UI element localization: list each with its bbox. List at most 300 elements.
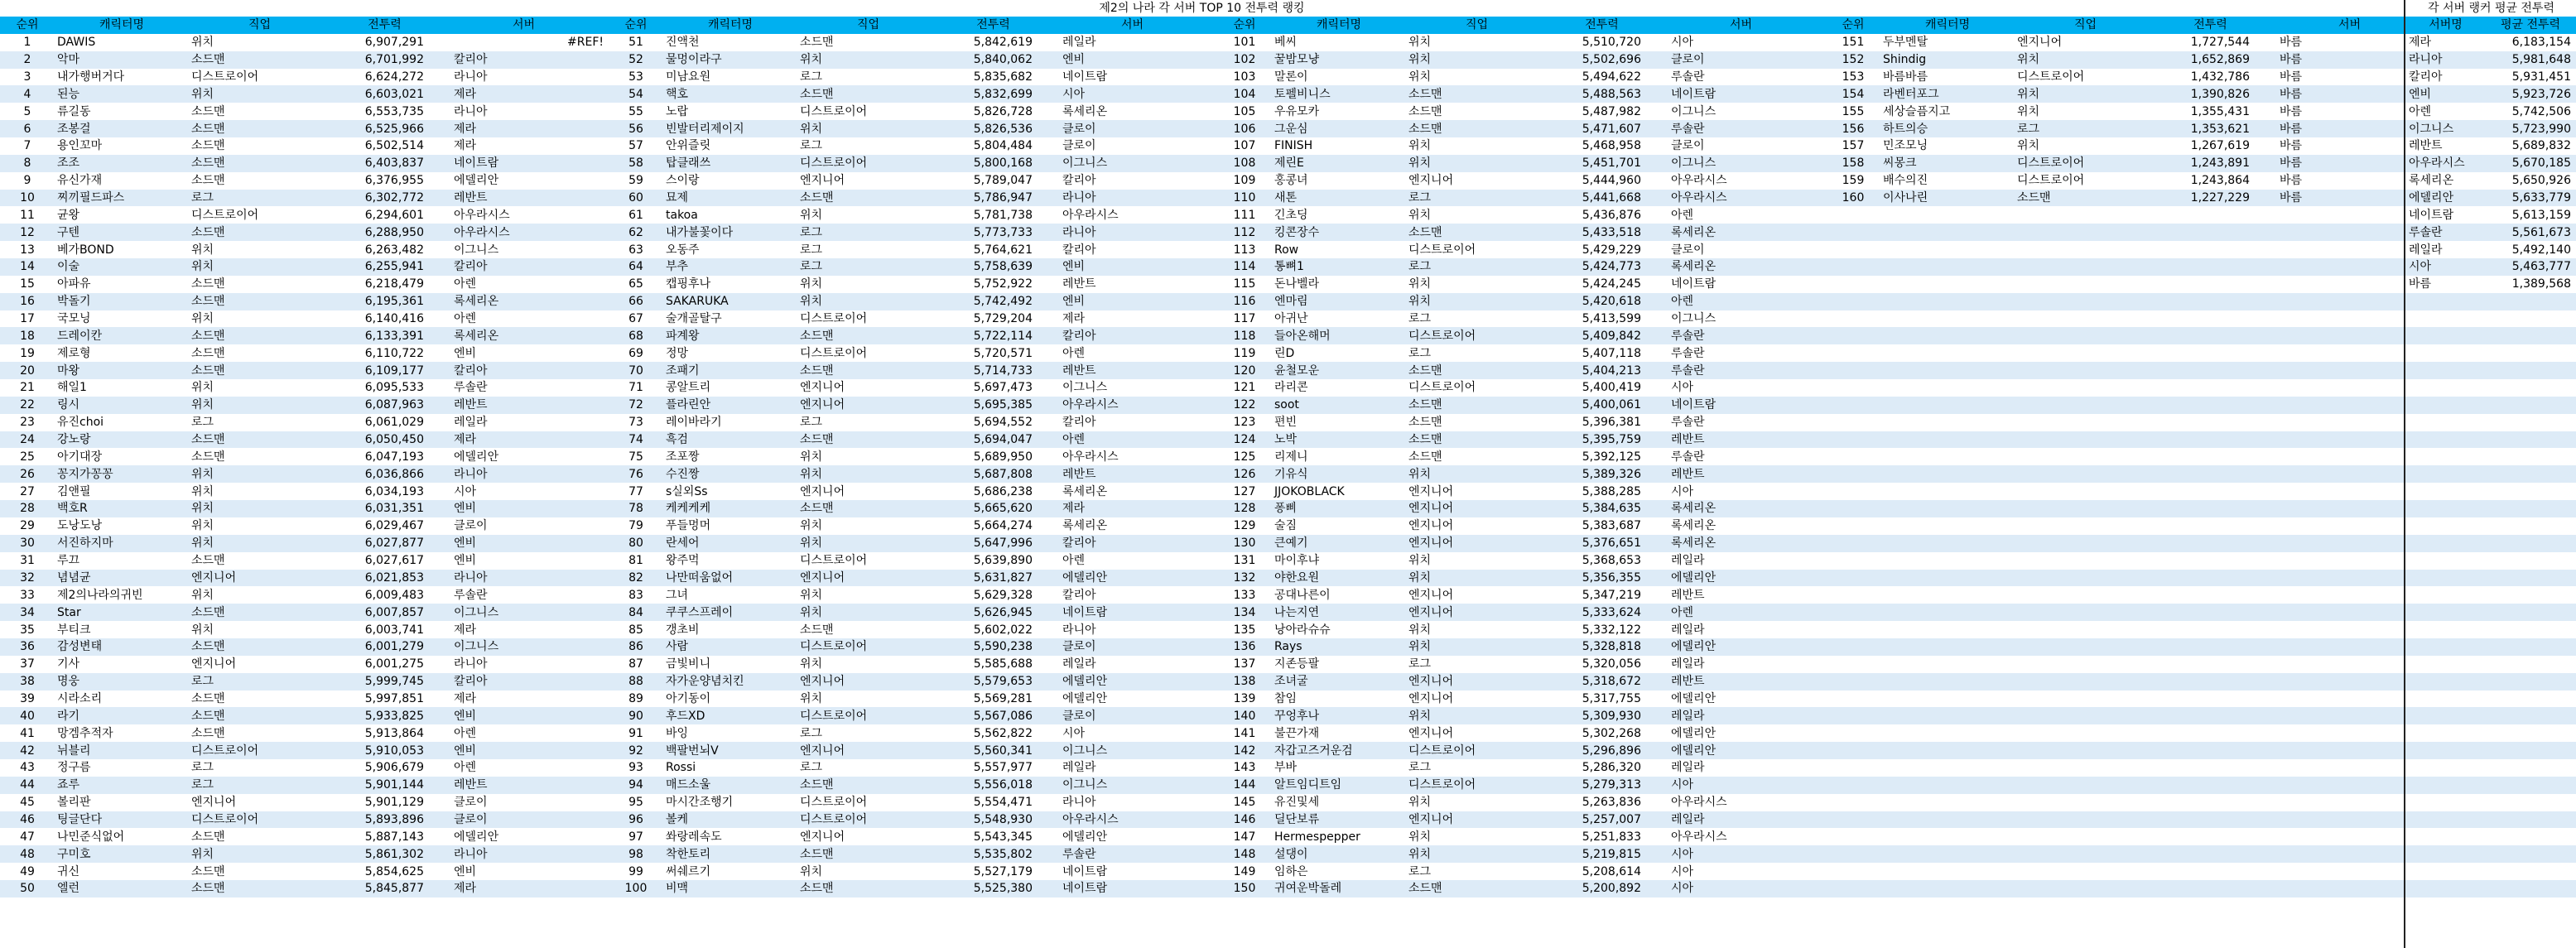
cell-power[interactable]: 5,548,930 <box>939 811 1047 829</box>
cell-rank[interactable]: 100 <box>609 880 663 897</box>
cell-job[interactable]: 소드맨 <box>189 293 330 310</box>
cell-server[interactable]: 이그니스 <box>1671 104 1717 118</box>
cell-rank[interactable]: 138 <box>1217 673 1272 691</box>
cell-server-name[interactable] <box>2406 691 2485 708</box>
cell-job[interactable] <box>2015 293 2156 310</box>
cell-job[interactable]: 소드맨 <box>1406 397 1548 414</box>
cell-rank[interactable]: 80 <box>609 535 663 552</box>
cell-power[interactable]: 5,694,047 <box>939 431 1047 449</box>
cell-server[interactable]: 레반트 <box>1062 277 1096 291</box>
cell-rank[interactable] <box>1826 465 1880 483</box>
cell-power[interactable] <box>2156 794 2265 811</box>
cell-name[interactable] <box>1880 828 2015 845</box>
cell-name[interactable]: 퐁삐 <box>1272 500 1406 517</box>
cell-power[interactable]: 6,027,617 <box>364 554 424 568</box>
cell-server[interactable]: 클로이 <box>1656 51 1826 69</box>
cell-server[interactable]: 라니아 <box>454 657 488 671</box>
cell-name[interactable]: 죠루 <box>55 777 189 794</box>
cell-server[interactable]: 클로이 <box>454 796 488 810</box>
cell-rank[interactable]: 48 <box>0 845 55 863</box>
cell-rank[interactable]: 139 <box>1233 691 1256 705</box>
cell-name[interactable] <box>1880 811 2015 829</box>
cell-power[interactable]: 5,585,688 <box>973 657 1033 671</box>
cell-power[interactable]: 1,267,619 <box>2190 139 2250 153</box>
cell-job[interactable]: 소드맨 <box>797 431 939 449</box>
cell-name[interactable] <box>1880 777 2015 794</box>
cell-power[interactable]: 6,376,955 <box>364 174 424 188</box>
cell-server[interactable]: 레일라 <box>1671 761 1705 775</box>
header-rank[interactable]: 순위 <box>609 17 663 34</box>
cell-server-name[interactable]: 이그니스 <box>2406 120 2485 137</box>
cell-rank[interactable]: 95 <box>628 796 643 810</box>
cell-job[interactable]: 로그 <box>1406 258 1548 276</box>
cell-server[interactable]: 엔비 <box>439 707 609 724</box>
cell-power[interactable]: 5,320,056 <box>1582 657 1641 671</box>
cell-power[interactable]: 6,050,450 <box>330 431 439 449</box>
cell-rank[interactable]: 145 <box>1233 796 1256 810</box>
cell-power[interactable]: 5,826,728 <box>973 104 1033 118</box>
cell-job[interactable]: 엔지니어 <box>1406 673 1548 691</box>
cell-job[interactable]: 디스트로이어 <box>1408 381 1476 395</box>
cell-power[interactable]: 5,845,877 <box>330 880 439 897</box>
cell-job[interactable]: 소드맨 <box>189 880 330 897</box>
cell-name[interactable]: 공대나른이 <box>1274 588 1331 602</box>
cell-name[interactable]: 핵호 <box>663 85 797 103</box>
cell-power[interactable]: 5,424,773 <box>1548 258 1656 276</box>
cell-server-name[interactable] <box>2406 535 2485 552</box>
cell-power[interactable]: 5,804,484 <box>973 139 1033 153</box>
cell-server[interactable]: 레반트 <box>439 397 609 414</box>
cell-server[interactable]: 칼리아 <box>1062 416 1096 430</box>
cell-rank[interactable]: 52 <box>609 51 663 69</box>
cell-server[interactable]: 제라 <box>454 139 477 153</box>
cell-rank[interactable]: 20 <box>0 362 55 379</box>
cell-job[interactable]: 로그 <box>189 673 330 691</box>
cell-job[interactable]: 소드맨 <box>191 830 225 844</box>
cell-server[interactable]: 루솔란 <box>1656 120 1826 137</box>
cell-job[interactable]: 디스트로이어 <box>800 104 868 118</box>
cell-average-power[interactable]: 5,633,779 <box>2485 190 2576 207</box>
cell-power[interactable]: 5,286,320 <box>1582 761 1641 775</box>
cell-name[interactable]: 망겜추적자 <box>57 726 113 740</box>
cell-job[interactable] <box>2015 777 2156 794</box>
cell-server[interactable]: 바름 <box>2265 190 2434 207</box>
cell-job[interactable]: 디스트로이어 <box>797 155 939 172</box>
cell-server-name[interactable]: 라니아 <box>2406 51 2485 69</box>
cell-power[interactable]: 5,826,536 <box>939 120 1047 137</box>
cell-average-power[interactable] <box>2485 535 2576 552</box>
cell-rank[interactable]: 114 <box>1217 258 1272 276</box>
cell-name[interactable]: 귀여운박돌레 <box>1272 880 1406 897</box>
cell-server[interactable]: 엔비 <box>439 500 609 517</box>
cell-average-power[interactable] <box>2485 586 2576 604</box>
cell-job[interactable]: 소드맨 <box>1406 120 1548 137</box>
cell-average-power[interactable] <box>2485 673 2576 691</box>
cell-power[interactable]: 5,557,977 <box>973 761 1033 775</box>
cell-average-power[interactable]: 5,463,777 <box>2485 258 2576 276</box>
cell-power[interactable]: 5,208,614 <box>1582 864 1641 878</box>
cell-server[interactable]: 아우라시스 <box>1047 811 1217 829</box>
cell-job[interactable] <box>2015 742 2156 759</box>
cell-name[interactable]: 라리콘 <box>1274 381 1308 395</box>
cell-job[interactable] <box>2015 586 2156 604</box>
cell-server[interactable]: 라니아 <box>1062 623 1096 637</box>
cell-rank[interactable]: 63 <box>628 243 643 257</box>
cell-job[interactable] <box>2015 327 2156 344</box>
cell-name[interactable]: 해일1 <box>57 381 87 395</box>
cell-job[interactable]: 위치 <box>189 845 330 863</box>
cell-name[interactable]: s실외Ss <box>666 484 708 498</box>
cell-server[interactable]: 에델리안 <box>1671 691 1717 705</box>
cell-job[interactable] <box>2015 310 2156 328</box>
cell-name[interactable]: 엔마림 <box>1272 293 1406 310</box>
cell-job[interactable]: 위치 <box>1408 796 1432 810</box>
cell-server[interactable]: 칼리아 <box>439 51 609 69</box>
cell-server[interactable]: 바름 <box>2265 85 2434 103</box>
cell-average-power[interactable] <box>2485 811 2576 829</box>
cell-power[interactable]: 5,219,815 <box>1548 845 1656 863</box>
cell-rank[interactable]: 93 <box>628 761 643 775</box>
cell-name[interactable]: 돈나벨라 <box>1274 277 1320 291</box>
cell-power[interactable]: 6,525,966 <box>330 120 439 137</box>
cell-job[interactable]: 위치 <box>1406 845 1548 863</box>
cell-power[interactable]: 6,140,416 <box>364 312 424 326</box>
cell-rank[interactable]: 128 <box>1217 500 1272 517</box>
cell-server[interactable]: 에델리안 <box>454 174 499 188</box>
cell-server-name[interactable]: 시아 <box>2406 258 2485 276</box>
cell-rank[interactable]: 72 <box>609 397 663 414</box>
cell-rank[interactable] <box>1826 724 1880 742</box>
cell-job[interactable]: 디스트로이어 <box>800 554 868 568</box>
cell-name[interactable]: SAKARUKA <box>663 293 797 310</box>
cell-server[interactable]: 레일라 <box>1062 657 1096 671</box>
cell-job[interactable]: 위치 <box>1406 638 1548 656</box>
cell-average-power[interactable] <box>2485 517 2576 535</box>
cell-rank[interactable]: 158 <box>1826 155 1880 172</box>
cell-power[interactable]: 5,590,238 <box>939 638 1047 656</box>
cell-rank[interactable] <box>1826 707 1880 724</box>
cell-name[interactable]: 마이후냐 <box>1274 554 1320 568</box>
cell-average-power[interactable]: 5,981,648 <box>2485 51 2576 69</box>
cell-power[interactable] <box>2156 586 2265 604</box>
cell-power[interactable]: 5,742,492 <box>939 293 1047 310</box>
cell-power[interactable]: 6,036,866 <box>330 465 439 483</box>
cell-job[interactable]: 위치 <box>191 381 214 395</box>
cell-server[interactable]: 아우라시스 <box>439 224 609 241</box>
cell-power[interactable]: 5,200,892 <box>1548 880 1656 897</box>
cell-rank[interactable]: 32 <box>0 570 55 587</box>
cell-name[interactable]: 아파유 <box>57 277 91 291</box>
cell-server[interactable]: 바름 <box>2265 51 2434 69</box>
cell-job[interactable]: 위치 <box>191 519 214 533</box>
cell-server-name[interactable] <box>2406 517 2485 535</box>
cell-power[interactable]: 5,901,129 <box>364 796 424 810</box>
cell-power[interactable] <box>2156 224 2265 241</box>
cell-server[interactable]: 레반트 <box>1656 431 1826 449</box>
cell-name[interactable]: 제2의나라의귀빈 <box>57 588 143 602</box>
cell-rank[interactable] <box>1826 362 1880 379</box>
cell-rank[interactable] <box>1826 570 1880 587</box>
cell-job[interactable]: 소드맨 <box>797 190 939 207</box>
cell-name[interactable] <box>1880 880 2015 897</box>
cell-power[interactable]: 5,376,651 <box>1548 535 1656 552</box>
cell-server[interactable]: 엔비 <box>439 742 609 759</box>
cell-server[interactable]: 레일라 <box>1656 707 1826 724</box>
cell-rank[interactable] <box>1826 656 1880 673</box>
cell-server[interactable]: 아렌 <box>454 312 477 326</box>
cell-rank[interactable]: 25 <box>20 450 35 464</box>
cell-power[interactable]: 6,294,601 <box>364 208 424 222</box>
cell-name[interactable]: 그운심 <box>1272 120 1406 137</box>
cell-server[interactable]: 바름 <box>2280 36 2303 50</box>
cell-name[interactable]: 진액천 <box>666 36 700 50</box>
cell-name[interactable] <box>1880 759 2015 777</box>
cell-server-name[interactable] <box>2406 379 2485 397</box>
cell-server[interactable]: 네이트람 <box>1047 604 1217 621</box>
cell-server[interactable]: 제라 <box>454 691 477 705</box>
cell-server-name[interactable] <box>2406 604 2485 621</box>
cell-server-name[interactable] <box>2406 656 2485 673</box>
cell-rank[interactable] <box>1826 293 1880 310</box>
cell-job[interactable] <box>2015 707 2156 724</box>
cell-job[interactable]: 디스트로이어 <box>800 312 868 326</box>
cell-server-name[interactable]: 제라 <box>2409 36 2432 50</box>
cell-server[interactable]: 엔비 <box>1047 258 1217 276</box>
cell-server[interactable]: 에델리안 <box>454 450 499 464</box>
cell-server[interactable]: 클로이 <box>1047 120 1217 137</box>
cell-job[interactable]: 디스트로이어 <box>797 811 939 829</box>
cell-job[interactable] <box>2015 673 2156 691</box>
cell-power[interactable]: 5,318,672 <box>1548 673 1656 691</box>
cell-job[interactable]: 위치 <box>191 623 214 637</box>
cell-job[interactable]: 위치 <box>1406 707 1548 724</box>
cell-name[interactable]: Hermespepper <box>1274 830 1360 844</box>
cell-job[interactable]: 디스트로이어 <box>1408 243 1476 257</box>
cell-name[interactable]: 이술 <box>55 258 189 276</box>
cell-server[interactable]: 시아 <box>1062 726 1086 740</box>
cell-name[interactable] <box>1880 656 2015 673</box>
cell-average-power[interactable] <box>2485 777 2576 794</box>
cell-rank[interactable]: 142 <box>1217 742 1272 759</box>
cell-name[interactable]: 백팔번뇌V <box>663 742 797 759</box>
cell-name[interactable]: 정구름 <box>57 761 91 775</box>
cell-average-power[interactable] <box>2485 570 2576 587</box>
cell-rank[interactable]: 59 <box>628 174 643 188</box>
cell-power[interactable] <box>2156 691 2265 708</box>
cell-power[interactable] <box>2156 431 2265 449</box>
cell-name[interactable]: 편빈 <box>1274 416 1298 430</box>
cell-job[interactable]: 로그 <box>1408 312 1432 326</box>
cell-power[interactable]: 5,413,599 <box>1582 312 1641 326</box>
cell-job[interactable]: 위치 <box>189 500 330 517</box>
cell-job[interactable]: 위치 <box>1406 51 1548 69</box>
cell-name[interactable]: 아귀난 <box>1274 312 1308 326</box>
cell-rank[interactable]: 101 <box>1233 36 1256 50</box>
cell-name[interactable]: 부티크 <box>57 623 91 637</box>
cell-job[interactable]: 소드맨 <box>191 450 225 464</box>
cell-name[interactable]: FINISH <box>1274 139 1313 153</box>
cell-server[interactable]: 칼리아 <box>1062 174 1096 188</box>
cell-power[interactable]: 5,383,687 <box>1582 519 1641 533</box>
cell-server[interactable]: 칼리아 <box>439 673 609 691</box>
cell-average-power[interactable] <box>2485 397 2576 414</box>
cell-power[interactable] <box>2156 742 2265 759</box>
cell-rank[interactable]: 84 <box>609 604 663 621</box>
cell-server[interactable]: 바름 <box>2280 70 2303 84</box>
cell-job[interactable]: 로그 <box>1408 761 1432 775</box>
cell-name[interactable]: 임하은 <box>1274 864 1308 878</box>
cell-name[interactable]: 유진및세 <box>1274 796 1320 810</box>
cell-rank[interactable] <box>1826 500 1880 517</box>
cell-server[interactable]: 록세리온 <box>1656 224 1826 241</box>
cell-server[interactable]: 이그니스 <box>439 604 609 621</box>
cell-server[interactable]: 네이트람 <box>1062 70 1108 84</box>
cell-power[interactable]: 5,441,668 <box>1548 190 1656 207</box>
cell-rank[interactable]: 78 <box>609 500 663 517</box>
cell-rank[interactable]: 141 <box>1233 726 1256 740</box>
cell-name[interactable]: 기사 <box>57 657 80 671</box>
cell-job[interactable] <box>2015 845 2156 863</box>
cell-server[interactable]: 시아 <box>1671 381 1694 395</box>
cell-name[interactable]: 비맥 <box>663 880 797 897</box>
cell-rank[interactable] <box>1826 206 1880 224</box>
cell-name[interactable]: 된능 <box>55 85 189 103</box>
cell-name[interactable] <box>1880 465 2015 483</box>
cell-server[interactable]: 클로이 <box>1671 139 1705 153</box>
cell-rank[interactable]: 92 <box>609 742 663 759</box>
cell-server[interactable]: 록세리온 <box>1656 535 1826 552</box>
cell-job[interactable] <box>2015 397 2156 414</box>
cell-power[interactable] <box>2156 293 2265 310</box>
cell-name[interactable]: Star <box>55 604 189 621</box>
cell-power[interactable]: 5,251,833 <box>1582 830 1641 844</box>
cell-job[interactable]: 소드맨 <box>1408 450 1442 464</box>
cell-power[interactable] <box>2156 517 2265 535</box>
cell-power[interactable]: 5,384,635 <box>1548 500 1656 517</box>
cell-power[interactable]: 5,560,341 <box>939 742 1047 759</box>
cell-power[interactable]: 5,400,419 <box>1582 381 1641 395</box>
cell-rank[interactable] <box>1826 794 1880 811</box>
cell-power[interactable]: 5,554,471 <box>973 796 1033 810</box>
cell-name[interactable] <box>1880 293 2015 310</box>
cell-name[interactable]: 드레이칸 <box>55 327 189 344</box>
cell-server[interactable]: 칼리아 <box>1062 588 1096 602</box>
cell-job[interactable]: 로그 <box>191 416 214 430</box>
cell-server-name[interactable]: 엔비 <box>2406 85 2485 103</box>
header-name[interactable]: 캐릭터명 <box>55 17 189 34</box>
cell-rank[interactable]: 155 <box>1842 104 1865 118</box>
cell-name[interactable] <box>1880 379 2015 397</box>
cell-rank[interactable]: 97 <box>628 830 643 844</box>
cell-name[interactable] <box>1880 431 2015 449</box>
cell-server-name[interactable] <box>2406 707 2485 724</box>
cell-job[interactable]: 소드맨 <box>191 864 225 878</box>
cell-server[interactable]: 이그니스 <box>1062 381 1108 395</box>
cell-job[interactable]: 디스트로이어 <box>1406 742 1548 759</box>
cell-server[interactable]: 루솔란 <box>1671 450 1705 464</box>
cell-rank[interactable] <box>1826 379 1880 397</box>
cell-name[interactable] <box>1880 448 2015 465</box>
cell-job[interactable]: 소드맨 <box>797 327 939 344</box>
cell-rank[interactable]: 64 <box>609 258 663 276</box>
cell-server-name[interactable] <box>2406 362 2485 379</box>
cell-job[interactable]: 소드맨 <box>1406 362 1548 379</box>
cell-power[interactable]: 5,562,822 <box>973 726 1033 740</box>
cell-rank[interactable] <box>1826 621 1880 638</box>
cell-job[interactable]: 로그 <box>191 761 214 775</box>
cell-power[interactable]: 5,861,302 <box>330 845 439 863</box>
cell-name[interactable] <box>1880 604 2015 621</box>
cell-server-name[interactable] <box>2406 431 2485 449</box>
cell-rank[interactable]: 89 <box>628 691 643 705</box>
cell-job[interactable]: 로그 <box>800 761 823 775</box>
cell-name[interactable]: 유진choi <box>57 416 104 430</box>
cell-average-power[interactable] <box>2485 552 2576 570</box>
cell-server[interactable]: 레반트 <box>1671 588 1705 602</box>
cell-name[interactable]: 수진짱 <box>663 465 797 483</box>
cell-name[interactable]: 기유식 <box>1272 465 1406 483</box>
cell-power[interactable]: 5,887,143 <box>364 830 424 844</box>
cell-server[interactable]: 레반트 <box>439 777 609 794</box>
cell-power[interactable]: 5,569,281 <box>973 691 1033 705</box>
cell-server[interactable]: 이그니스 <box>1671 312 1717 326</box>
cell-job[interactable] <box>2015 483 2156 500</box>
cell-server[interactable]: 에델리안 <box>454 830 499 844</box>
cell-power[interactable]: 5,686,238 <box>973 484 1033 498</box>
cell-rank[interactable]: 131 <box>1233 554 1256 568</box>
cell-power[interactable] <box>2156 379 2265 397</box>
cell-power[interactable] <box>2156 397 2265 414</box>
cell-name[interactable]: 마왕 <box>55 362 189 379</box>
cell-name[interactable]: 제로형 <box>57 346 91 360</box>
cell-rank[interactable]: 9 <box>23 174 31 188</box>
cell-average-power[interactable]: 1,389,568 <box>2511 277 2571 291</box>
cell-rank[interactable]: 154 <box>1826 85 1880 103</box>
cell-rank[interactable]: 7 <box>23 139 31 153</box>
cell-job[interactable]: 로그 <box>797 224 939 241</box>
cell-job[interactable]: 소드맨 <box>189 431 330 449</box>
cell-server[interactable]: 루솔란 <box>1047 845 1217 863</box>
cell-server[interactable]: 아렌 <box>454 277 477 291</box>
cell-power[interactable]: 5,468,958 <box>1582 139 1641 153</box>
cell-server-name[interactable] <box>2406 759 2485 777</box>
cell-power[interactable]: 1,727,544 <box>2190 36 2250 50</box>
cell-rank[interactable]: 65 <box>628 277 643 291</box>
cell-rank[interactable]: 69 <box>628 346 643 360</box>
cell-power[interactable]: 6,403,837 <box>330 155 439 172</box>
cell-job[interactable]: 소드맨 <box>800 36 834 50</box>
cell-rank[interactable]: 28 <box>0 500 55 517</box>
cell-rank[interactable]: 67 <box>628 312 643 326</box>
cell-job[interactable]: 엔지니어 <box>1408 519 1454 533</box>
cell-power[interactable]: 1,652,869 <box>2156 51 2265 69</box>
cell-job[interactable]: 로그 <box>800 139 823 153</box>
cell-rank[interactable]: 125 <box>1233 450 1256 464</box>
cell-power[interactable] <box>2156 724 2265 742</box>
cell-job[interactable]: 위치 <box>797 535 939 552</box>
cell-power[interactable]: 5,933,825 <box>330 707 439 724</box>
cell-job[interactable]: 소드맨 <box>189 604 330 621</box>
cell-name[interactable] <box>1880 742 2015 759</box>
cell-rank[interactable]: 103 <box>1233 70 1256 84</box>
cell-server[interactable]: 라니아 <box>1047 224 1217 241</box>
cell-name[interactable]: 탑클래쓰 <box>663 155 797 172</box>
cell-server[interactable]: 네이트람 <box>1062 864 1108 878</box>
cell-rank[interactable] <box>1826 742 1880 759</box>
cell-power[interactable] <box>2156 414 2265 431</box>
cell-power[interactable]: 5,388,285 <box>1582 484 1641 498</box>
cell-power[interactable]: 5,543,345 <box>973 830 1033 844</box>
